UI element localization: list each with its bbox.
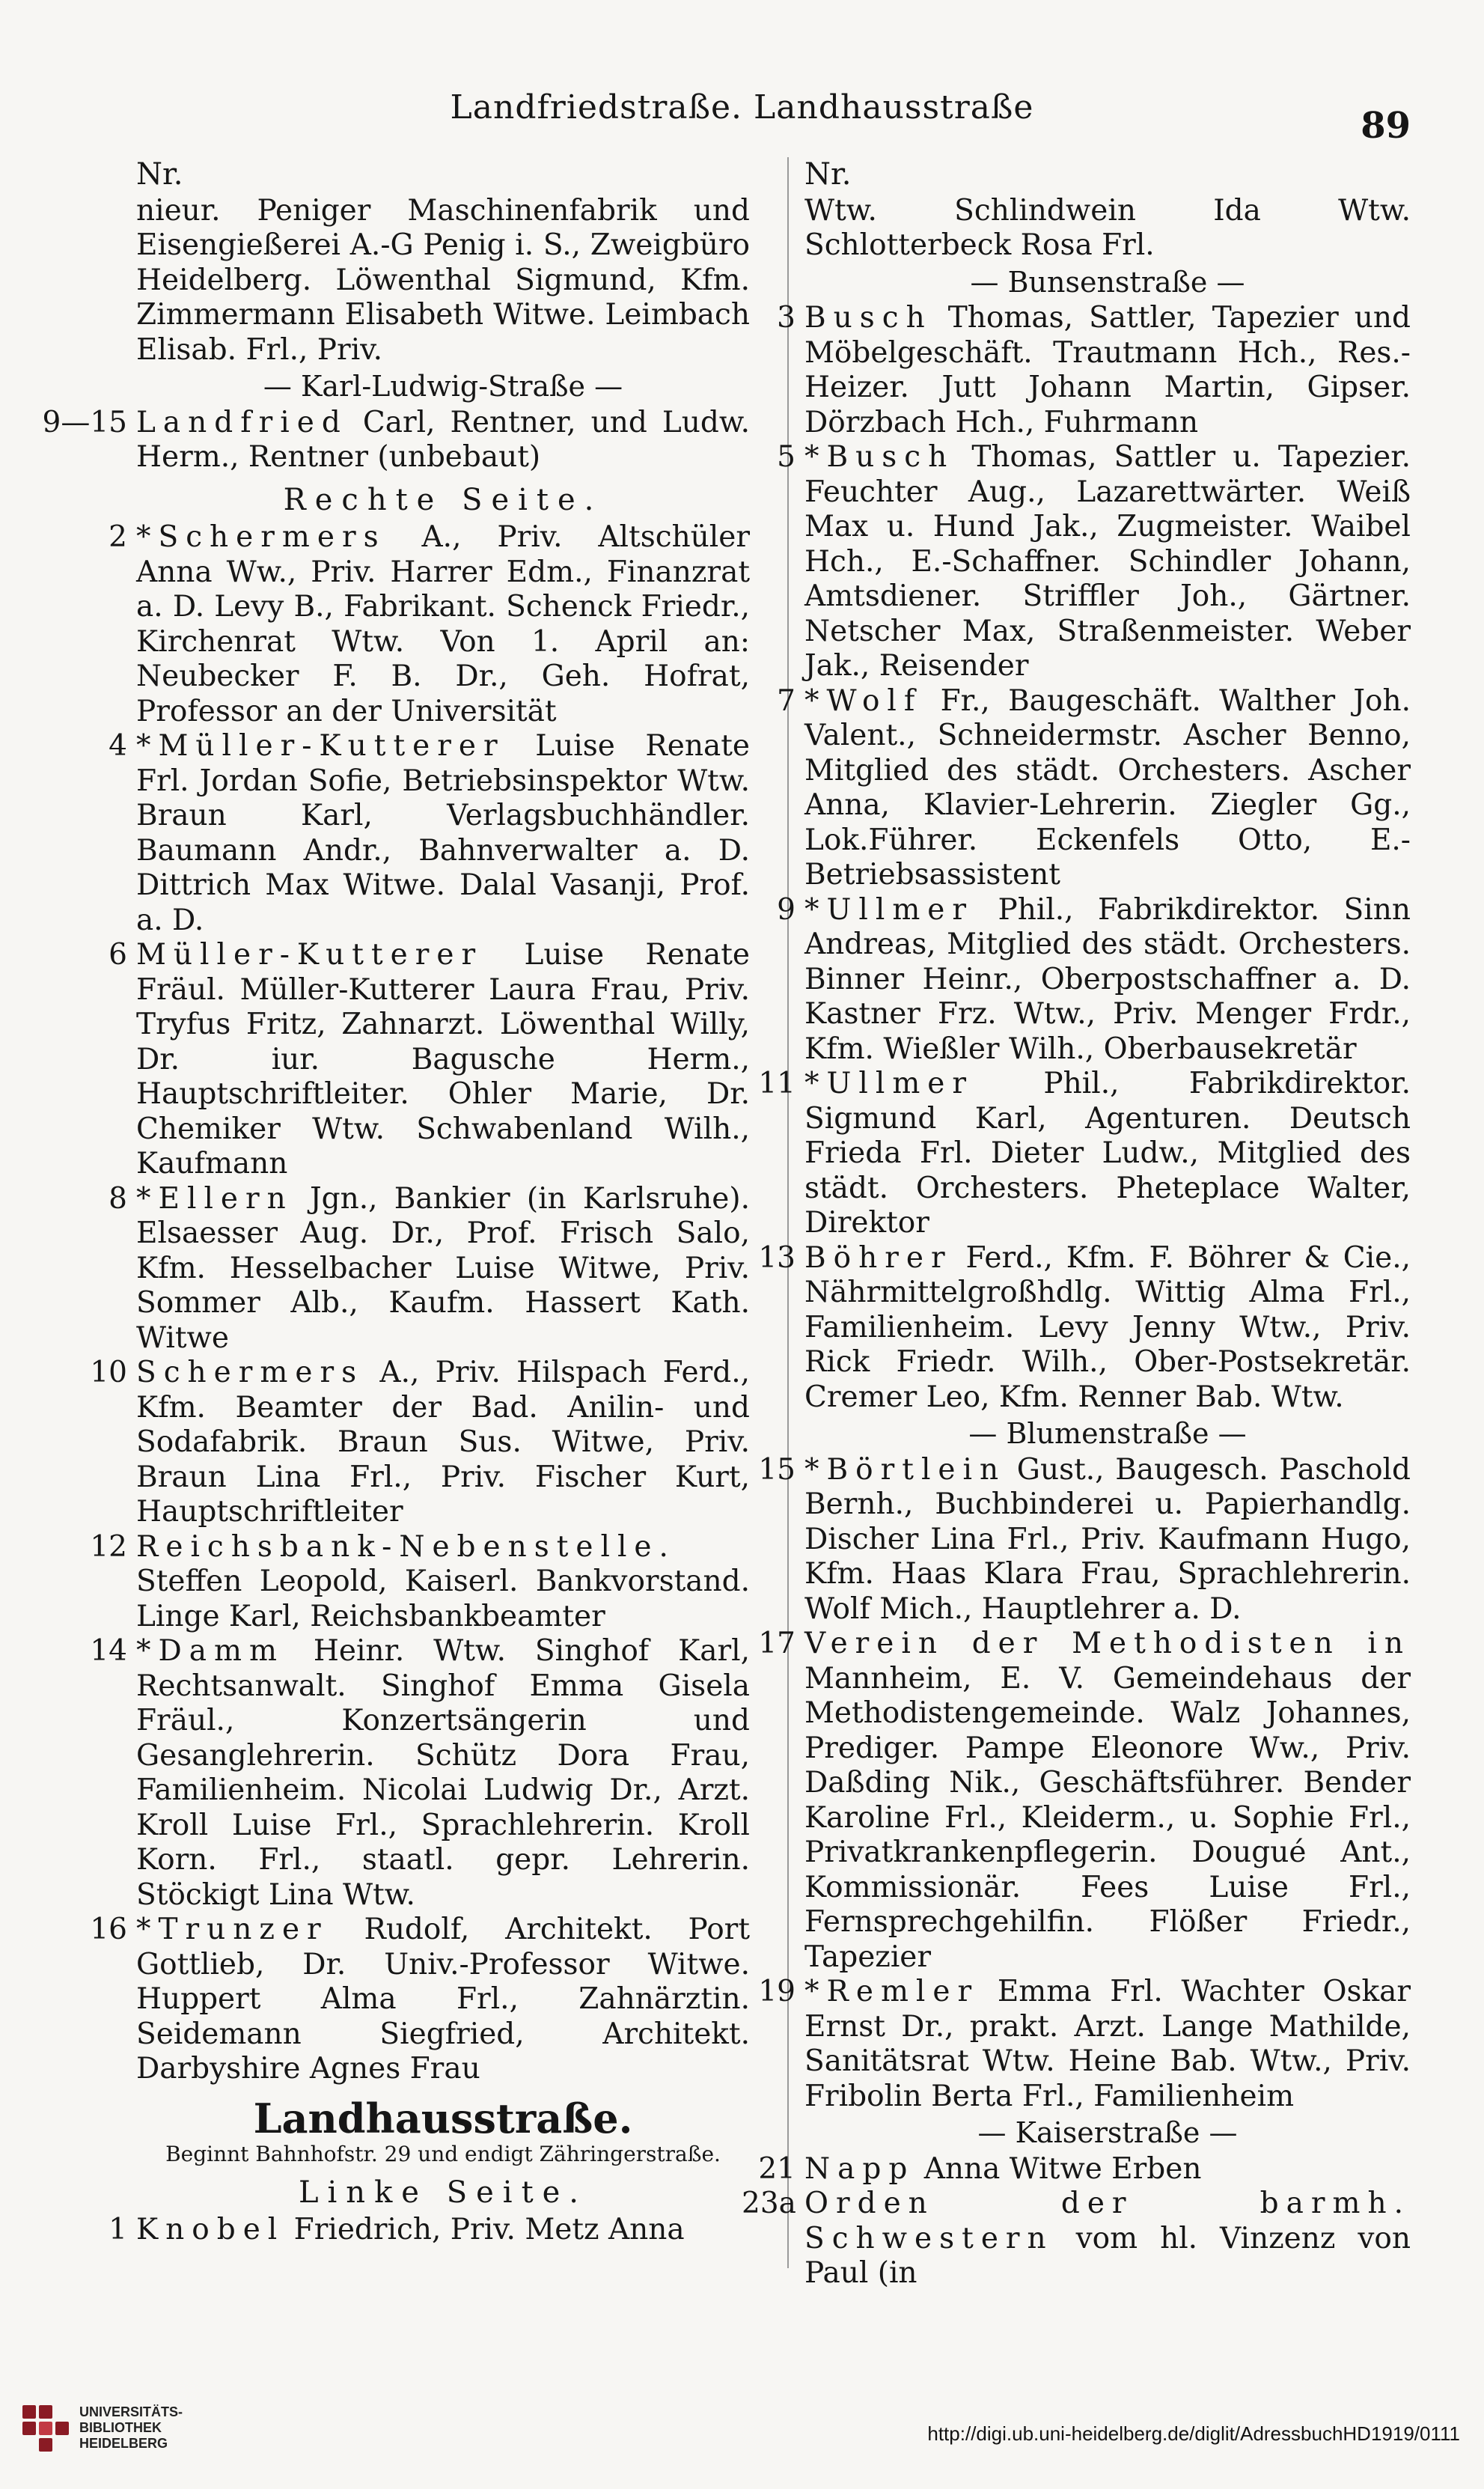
entry-text: Mannheim, E. V. Gemeindehaus der Methodistengemeinde. Walz Johannes, Prediger. Pampe Eleonore Ww., Priv. Daßding Nik., Geschäftsführer. Bender Karoline Frl., Kleiderm., u. Sophie Frl., Privatkrankenpflegerin. Dougué Ant., Kommissionär. Fees Luise Frl., Fernsprechgehilfin. Flößer Friedr., Tapezier [804, 1661, 1411, 1974]
entry-text: A., Priv. Altschüler Anna Ww., Priv. Harrer Edm., Finanzrat a. D. Levy B., Fabrikant. Schenck Friedr., Kirchenrat Wtw. Von 1. April an: Neubecker F. B. Dr., Geh. Hofrat, Professor an der Universität [136, 520, 750, 728]
address-entry [777, 440, 1411, 684]
logo-line: BIBLIOTHEK [79, 2420, 162, 2435]
address-entry [758, 1240, 1411, 1416]
entry-text: Luise Renate Frl. Jordan Sofie, Betriebsinspektor Wtw. Braun Karl, Verlagsbuchhändler. Baumann Andr., Bahnverwalter a. D. Dittrich Max Witwe. Dalal Vasanji, Prof. a. D. [136, 729, 750, 937]
address-entry [777, 892, 1411, 1067]
cross-street: — Blumenstraße — [968, 1417, 1247, 1450]
address-entry [109, 1181, 750, 1356]
running-head: Landfriedstraße. Landhausstraße [450, 88, 1034, 127]
entry-text: Emma Frl. Wachter Oskar Ernst Dr., prakt. Arzt. Lange Mathilde, Sanitätsrat Wtw. Heine Bab. Wtw., Priv. Fribolin Berta Frl., Familienheim [804, 1975, 1411, 2113]
page-number: 89 [1361, 105, 1411, 147]
entry-text: Anna Witwe Erben [923, 2151, 1202, 2186]
address-entry [90, 1634, 750, 1913]
resident-name: Böhrer [804, 1240, 953, 1275]
house-number: 9 [777, 892, 796, 927]
resident-name: *Wolf [804, 683, 923, 718]
nr-label: Nr. [136, 157, 183, 192]
resident-name: *Ullmer [804, 1067, 974, 1100]
resident-name: Landfried [136, 405, 348, 439]
left-column [42, 157, 750, 2248]
entry-text: Thomas, Sattler, Tapezier und Möbelgeschäft. Trautmann Hch., Res.-Heizer. Jutt Johann Martin, Gipser. Dörzbach Hch., Fuhrmann [804, 301, 1411, 439]
resident-name: Knobel [136, 2213, 285, 2246]
resident-name: *Ellern [136, 1181, 293, 1216]
entry-text: Fr., Baugeschäft. Walther Joh. Valent., Schneidermstr. Ascher Benno, Mitglied des städt. Orchesters. Ascher Anna, Klavier-Lehrerin. Ziegler Gg., Lok.Führer. Eckenfels Otto, E.-Betriebsassistent [804, 683, 1411, 892]
entry-text: Carl, Rentner, und Ludw. Herm., Rentner (unbebaut) [136, 405, 750, 474]
house-number: 9—15 [42, 405, 127, 439]
entry-text: Jgn., Bankier (in Karlsruhe). Elsaesser Aug. Dr., Prof. Frisch Salo, Kfm. Hesselbacher Luise Witwe, Priv. Sommer Alb., Kaufm. Hassert Kath. Witwe [136, 1181, 750, 1355]
continuation-entry [804, 194, 1411, 263]
house-number: 15 [758, 1452, 796, 1487]
house-number: 23a [742, 2187, 796, 2220]
cross-street: — Bunsenstraße — [970, 265, 1245, 299]
resident-name: *Müller-Kutterer [136, 729, 505, 763]
side-heading: Linke Seite. [298, 2175, 588, 2210]
house-number: 3 [777, 301, 796, 335]
resident-name: *Ullmer [804, 892, 974, 927]
house-number: 6 [109, 938, 127, 972]
address-entry [758, 1975, 1411, 2114]
entry-text: Phil., Fabrikdirektor. Sigmund Karl, Agenturen. Deutsch Frieda Frl. Dieter Ludw., Mitglied des städt. Orchesters. Pheteplace Walter, Direktor [804, 1067, 1411, 1240]
resident-name: Busch [804, 301, 932, 335]
house-number: 13 [758, 1240, 796, 1275]
resident-name: *Damm [136, 1634, 284, 1668]
resident-name: Napp [804, 2151, 915, 2186]
address-entry [90, 1529, 750, 1635]
house-number: 4 [109, 729, 127, 763]
library-logo-icon [22, 2405, 69, 2452]
logo-line: HEIDELBERG [79, 2436, 168, 2451]
address-entry [777, 301, 1411, 440]
resident-name: Schermers [136, 1356, 364, 1389]
entry-text: Ferd., Kfm. F. Böhrer & Cie., Nährmittelgroßhdlg. Wittig Alma Frl., Familienheim. Levy Jenny Wtw., Priv. Rick Friedr. Wilh., Ober-Postsekretär. Cremer Leo, Kfm. Renner Bab. Wtw. [804, 1240, 1411, 1414]
house-number: 7 [777, 683, 796, 718]
continuation-entry [136, 194, 750, 368]
entry-text: Luise Renate Fräul. Müller-Kutterer Laura Frau, Priv. Tryfus Fritz, Zahnarzt. Löwenthal Willy, Dr. iur. Baguschе Herm., Hauptschriftleiter. Ohler Marie, Dr. Chemiker Wtw. Schwabenland Wilh., Kaufmann [136, 938, 750, 1180]
house-number: 17 [758, 1627, 796, 1660]
street-title: Landhausstraße. [253, 2094, 633, 2142]
logo-line: UNIVERSITÄTS- [79, 2404, 183, 2419]
house-number: 21 [758, 2151, 796, 2186]
resident-name: *Busch [804, 440, 955, 474]
address-entry [777, 683, 1411, 893]
address-entry [42, 405, 750, 475]
entry-text: vom hl. Vinzenz von Paul (in [804, 2221, 1411, 2290]
entry-text: Steffen Leopold, Kaiserl. Bankvorstand. Linge Karl, Reichsbankbeamter [136, 1565, 750, 1633]
address-entry [758, 1067, 1411, 1241]
entry-text: Thomas, Sattler u. Tapezier. Feuchter Aug., Lazarettwärter. Weiß Max u. Hund Jak., Zugmeister. Waibel Hch., E.-Schaffner. Schindler Johann, Amtsdiener. Striffler Joh., Gärtner. Netscher Max, Straßenmeister. Weber Jak., Reisender [804, 440, 1411, 683]
resident-name: Müller-Kutterer [136, 938, 483, 972]
house-number: 14 [90, 1634, 127, 1668]
side-heading: Rechte Seite. [283, 482, 603, 517]
house-number: 5 [777, 440, 796, 474]
house-number: 2 [109, 520, 127, 554]
house-number: 8 [109, 1181, 127, 1216]
entry-text: Gust., Baugesch. Paschold Bernh., Buchbinderei u. Papierhandlg. Discher Lina Frl., Priv. Kaufmann Hugo, Kfm. Haas Klara Frau, Sprachlehrerin. Wolf Mich., Hauptlehrer a. D. [804, 1452, 1411, 1626]
resident-name: Reichsbank-Nebenstelle. [136, 1529, 676, 1564]
address-entry [109, 938, 750, 1182]
entry-text: Heinr. Wtw. Singhof Karl, Rechtsanwalt. Singhof Emma Gisela Fräul., Konzertsängerin und Gesanglehrerin. Schütz Dora Frau, Familienheim. Nicolai Ludwig Dr., Arzt. Kroll Luise Frl., Sprachlehrerin. Kroll Korn. Frl., staatl. gepr. Lehrerin. Stöckigt Lina Wtw. [136, 1634, 750, 1912]
cross-street: — Karl-Ludwig-Straße — [263, 370, 623, 403]
cross-street: — Kaiserstraße — [977, 2116, 1238, 2149]
address-entry [109, 729, 750, 938]
resident-name: *Schermers [136, 520, 386, 554]
address-entry [758, 1627, 1411, 1975]
house-number: 19 [758, 1975, 796, 2008]
address-entry [90, 1356, 750, 1530]
address-entry [758, 2151, 1411, 2187]
house-number: 12 [90, 1529, 127, 1564]
entry-text: Friedrich, Priv. Metz Anna [293, 2213, 685, 2246]
entry-text: A., Priv. Hilspach Ferd., Kfm. Beamter der Bad. Anilin- und Sodafabrik. Braun Sus. Witwe, Priv. Braun Lina Frl., Priv. Fischer Kurt, Hauptschriftleiter [136, 1356, 750, 1529]
right-column [742, 157, 1411, 2291]
entry-text: Wtw. Schlindwein Ida Wtw. Schlotterbeck Rosa Frl. [804, 193, 1411, 262]
library-logo[interactable] [22, 2404, 183, 2452]
resident-name: *Trunzer [136, 1913, 329, 1946]
resident-name: Verein der Methodisten in [804, 1627, 1411, 1660]
entry-text: Rudolf, Architekt. Port Gottlieb, Dr. Univ.-Professor Witwe. Huppert Alma Frl., Zahnärztin. Seidemann Siegfried, Architekt. Darbyshire Agnes Frau [136, 1913, 750, 2086]
address-entry [109, 520, 750, 729]
entry-text: nieur. Peniger Maschinenfabrik und Eisengießerei A.-G Penig i. S., Zweigbüro Heidelberg. Löwenthal Sigmund, Kfm. Zimmermann Elisabeth Witwe. Leimbach Elisab. Frl., Priv. [136, 193, 750, 367]
resident-name: Orden der barmh. Schwestern [804, 2187, 1411, 2255]
street-description: Beginnt Bahnhofstr. 29 und endigt Zähringerstraße. [165, 2141, 721, 2166]
resident-name: *Remler [804, 1975, 980, 2008]
address-entry [90, 1913, 750, 2087]
address-entry [109, 2213, 750, 2248]
house-number: 10 [90, 1356, 127, 1389]
address-entry [758, 1452, 1411, 1627]
resident-name: *Börtlein [804, 1452, 1007, 1487]
house-number: 1 [109, 2213, 127, 2246]
house-number: 16 [90, 1913, 127, 1946]
library-logo-text [79, 2404, 183, 2452]
house-number: 11 [758, 1067, 796, 1100]
nr-label: Nr. [804, 157, 852, 192]
entry-text: Phil., Fabrikdirektor. Sinn Andreas, Mitglied des städt. Orchesters. Binner Heinr., Oberpostschaffner a. D. Kastner Frz. Wtw., Priv. Menger Frdr., Kfm. Wießler Wilh., Oberbausekretär [804, 892, 1411, 1066]
address-entry [742, 2187, 1411, 2291]
source-url-link[interactable]: http://digi.ub.uni-heidelberg.de/diglit/AdressbuchHD1919/0111 [927, 2422, 1460, 2445]
